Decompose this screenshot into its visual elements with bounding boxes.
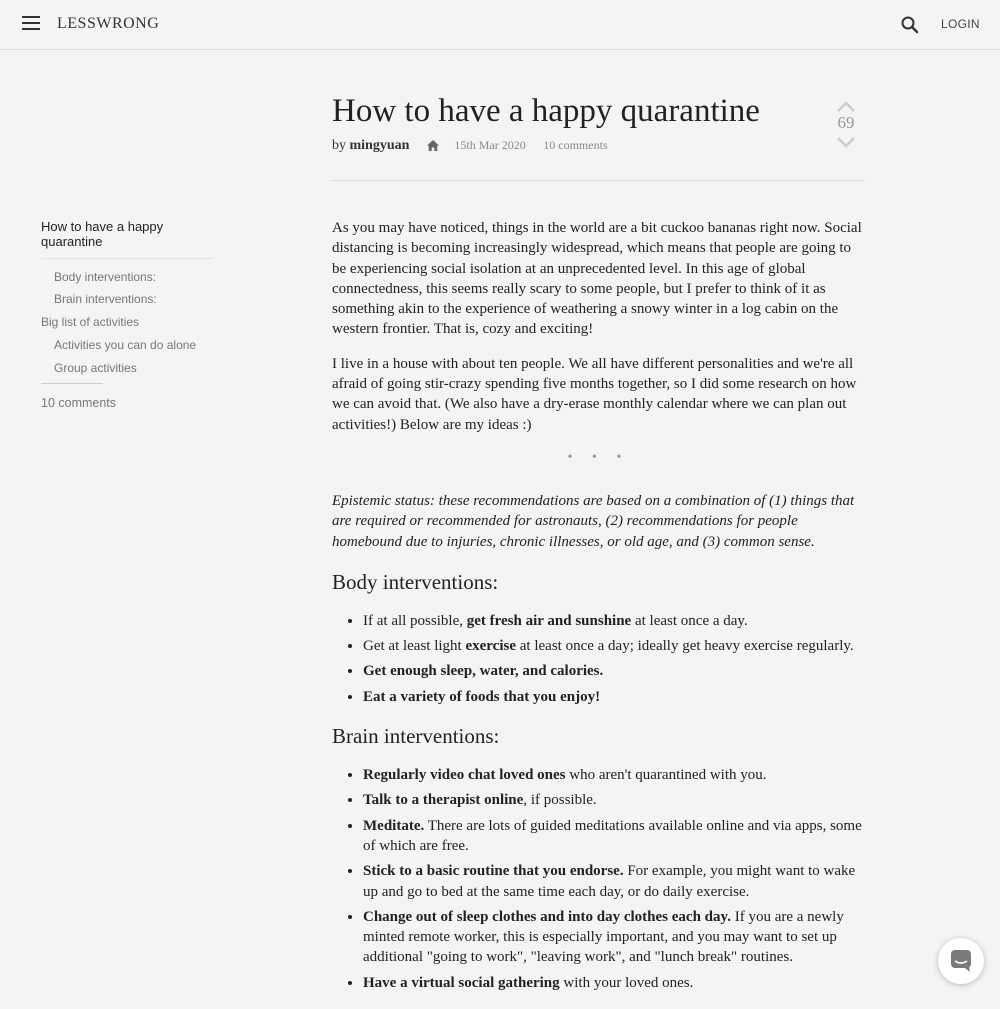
toc-title[interactable]: How to have a happy quarantine (41, 219, 213, 259)
list-item: • Get at least light exercise at least once a day; ideally get heavy exercise regularly. (363, 636, 865, 656)
login-button[interactable]: LOGIN (941, 17, 980, 31)
top-bar (0, 0, 1000, 50)
post-meta (332, 138, 608, 154)
chat-launcher-button[interactable] (938, 938, 984, 984)
list-item: • If at all possible, get fresh air and sunshine at least once a day. (363, 611, 865, 631)
hamburger-menu-icon[interactable] (22, 16, 40, 30)
body-interventions-list (332, 611, 865, 707)
toc-item-body-interventions[interactable]: Body interventions: (54, 270, 157, 284)
paragraph-intro: As you may have noticed, things in the world are a bit cuckoo bananas right now. Social distancing is becoming increasingly widespread, which means that people are going to be experiencing social isolation at an unprecedented level. In this age of global connectedness, this seems really scary to some people, but I prefer to think of it as something akin to the experience of weathering a snowy winter in a log cabin on the western frontier. That is, cozy and exciting! (332, 220, 862, 338)
list-item: • Eat a variety of foods that you enjoy! (363, 687, 865, 707)
epistemic-status: Epistemic status: these recommendations are based on a combination of (1) things that are required or recommended for astronauts, (2) recommendations for people homebound due to injuries, chronic illnesses, or old age, and (3) common sense. (332, 492, 855, 550)
toc-item-brain-interventions[interactable]: Brain interventions: (54, 292, 157, 306)
vote-widget (830, 101, 862, 148)
header-divider (332, 180, 865, 181)
toc-comments-link[interactable]: 10 comments (41, 396, 117, 410)
list-item: • Have a virtual social gathering with your loved ones. (363, 973, 865, 993)
table-of-contents (41, 219, 221, 410)
post-date[interactable]: 15th Mar 2020 (454, 138, 526, 152)
upvote-icon[interactable] (836, 101, 856, 113)
downvote-icon[interactable] (836, 136, 856, 148)
list-item: • Regularly video chat loved ones who aren't quarantined with you. (363, 765, 865, 785)
home-icon[interactable] (427, 140, 439, 151)
site-title[interactable]: LESSWRONG (57, 15, 160, 32)
post-body (332, 218, 865, 1009)
list-item: • Stick to a basic routine that you endorse. For example, you might want to wake up and go to bed at the same time each day, or do daily exercise. (363, 861, 865, 902)
heading-brain-interventions: Brain interventions: (332, 724, 500, 749)
list-item: • Meditate. There are lots of guided meditations available online and via apps, some of which are free. (363, 816, 865, 857)
author-link[interactable]: mingyuan (349, 138, 410, 153)
paragraph-house: I live in a house with about ten people. We all have different personalities and we're all afraid of going stir-crazy spending five months together, so I did some research on how we can avoid that. (We also have a dry-erase monthly calendar where we can plan out activities!) Below are my ideas :) (332, 355, 857, 433)
chat-icon (950, 949, 972, 973)
by-label: by (332, 138, 346, 153)
karma-score: 69 (837, 113, 855, 132)
list-item: • Change out of sleep clothes and into day clothes each day. If you are a newly minted remote worker, this is especially important, and you may want to set up additional "going to work", "leaving work", and "lunch break" routines. (363, 907, 865, 968)
heading-body-interventions: Body interventions: (332, 569, 499, 594)
comments-count-link[interactable]: 10 comments (543, 138, 608, 152)
brain-interventions-list (332, 765, 865, 993)
list-item: • Get enough sleep, water, and calories. (363, 661, 865, 681)
toc-item-big-list-of-activities[interactable]: Big list of activities (41, 315, 140, 329)
post-title: How to have a happy quarantine (332, 93, 760, 129)
search-icon[interactable] (900, 15, 920, 35)
toc-item-group-activities[interactable]: Group activities (54, 361, 137, 375)
section-separator: • • • (567, 449, 630, 465)
toc-divider (41, 383, 103, 384)
toc-item-activities-alone[interactable]: Activities you can do alone (54, 338, 197, 352)
list-item: • Talk to a therapist online, if possible. (363, 790, 865, 810)
